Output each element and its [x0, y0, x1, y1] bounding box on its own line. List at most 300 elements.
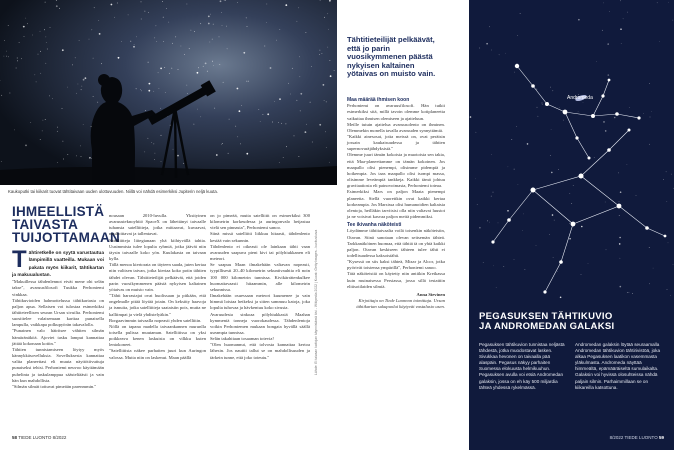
sky-star	[207, 71, 208, 72]
sky-star	[173, 149, 174, 150]
sky-star	[67, 87, 68, 88]
background-star	[670, 295, 671, 296]
sky-star	[191, 30, 192, 31]
sky-star	[45, 63, 46, 64]
sky-star	[101, 63, 102, 64]
text-column-2	[109, 213, 206, 361]
sky-star	[184, 54, 185, 55]
sky-star	[91, 29, 92, 30]
background-star	[483, 262, 484, 263]
sky-star	[91, 158, 92, 159]
article-headline: IHMEELLISTÄ TAIVASTA TUIJOTTAMAAN	[12, 204, 120, 245]
text-column-3	[210, 213, 310, 361]
sky-star	[326, 147, 327, 148]
sky-star	[148, 90, 150, 92]
sky-star	[228, 153, 229, 154]
sky-star	[72, 65, 73, 66]
background-star	[552, 214, 554, 216]
folio-right	[610, 435, 664, 440]
background-star	[554, 220, 555, 221]
sky-star	[319, 54, 320, 55]
sky-star	[25, 145, 27, 147]
sky-star	[145, 110, 146, 111]
background-star	[602, 30, 603, 31]
sky-star	[34, 74, 35, 75]
page-number: 59	[658, 435, 664, 440]
sky-star	[19, 42, 20, 43]
sky-star	[154, 159, 155, 160]
sky-star	[241, 105, 242, 106]
background-star	[487, 221, 488, 222]
lead-paragraph: ähtiretkelle on syytä varustautua lämpimillä vaatteilla. Mukaan voi pakata myös kiikarit, tähtikartan ja makuualustan.	[12, 251, 104, 278]
sky-star	[83, 124, 84, 125]
sky-star	[178, 69, 179, 70]
panel-title: PEGASUKSEN TÄHTIKUVIO JA ANDROMEDAN GALAKSI	[479, 311, 615, 333]
sky-star	[168, 22, 169, 23]
sky-star	[56, 0, 57, 1]
sky-star	[297, 21, 298, 22]
sky-star	[283, 157, 284, 158]
sky-star	[42, 131, 43, 132]
sky-star	[247, 26, 248, 27]
paragraph: Tähtien tunnistamiseen löytyy myös kännykkäsovelluksia. Sovelluksesta kannattaa valita planeettasi eli muuta näyttötiivuttuja punaiseksi tehisi. Perhoniemi neuvoo käyttämään puhelinta ja taskulamppua säästeliäästi ja vain hän kun mahdollista.	[12, 346, 104, 383]
sky-star	[114, 17, 115, 18]
background-star	[496, 287, 497, 288]
sky-star	[151, 142, 152, 143]
sky-star	[328, 29, 329, 30]
background-star	[657, 2, 658, 3]
sky-star	[239, 110, 241, 112]
pull-quote: Tähtitieteilijät pelkäävät, että jo parin vuosikymmenen päästä nykyisen kaltainen yötaivas on muisto vain.	[347, 35, 436, 79]
sky-star	[8, 25, 9, 26]
background-star	[551, 172, 553, 174]
sky-star	[240, 144, 241, 145]
background-star	[557, 271, 558, 272]
sky-star	[326, 102, 327, 103]
sky-star	[194, 124, 195, 125]
sky-star	[237, 2, 238, 3]
background-star	[629, 292, 630, 293]
sky-star	[80, 146, 81, 147]
sky-star	[6, 51, 7, 52]
sky-star	[221, 144, 222, 145]
sky-star	[208, 16, 210, 18]
background-star	[668, 242, 669, 243]
background-star	[651, 111, 652, 112]
background-star	[619, 243, 621, 245]
sky-star	[118, 57, 120, 59]
background-star	[620, 286, 622, 288]
sky-star	[306, 124, 307, 125]
sky-star	[45, 37, 46, 38]
sky-star	[25, 18, 26, 19]
background-star	[479, 227, 481, 229]
background-star	[522, 230, 523, 231]
background-star	[606, 249, 607, 250]
sky-star	[141, 2, 142, 3]
paragraph: Olemme juuri tämän kokoisia ja muotoisia sen takia, että Maa-planeettamme on tämän kokoinen. Jos maapallo olisi pienempi, olisimme pidempiä ja hoikempia. Jos taas maapallo olisi isompi massa, olisimme leveämpiä tankkeja. Kaikki tämä johtuu gravitaatiosta eli painovoimasta, Perhoniemi toteaa.	[347, 152, 445, 189]
sky-star	[148, 12, 149, 13]
background-star	[605, 202, 606, 203]
paragraph: Ilmakehään osuessaan meteori kuumenee ja vain himmä loistaa hetkeksi ja sitten sammuu katoja, joka lopulta tuhovaa ja hävkentuu koko sivusta.	[210, 293, 310, 311]
paragraph: Tällä menoa kiertorata on täyteen saada, juten kertaa niin valitsen taivan, jotka kiertaa koko potin tähtien tähdet olevan. Tähtitieteilijät pelkäävät, että joiden parin vuosikymmenen päästä nykyisen kaltainen yötaivas on muisto vain.	[109, 262, 206, 292]
sky-star	[323, 84, 325, 86]
background-star	[588, 263, 589, 264]
sky-star	[197, 109, 198, 110]
background-star	[550, 155, 551, 156]
background-star	[666, 171, 667, 172]
sky-star	[98, 20, 99, 21]
background-star	[514, 259, 515, 260]
background-star	[607, 43, 609, 45]
sky-star	[163, 17, 164, 18]
background-star	[581, 274, 582, 275]
panel-text-1: Pegasuksen tähtikuvion tunnistaa neljästä tähdestä, jotka muodostavat lasken. Sivukkaa hevonen on taivaalla pää alaspäin. Pegasus näkyy parhaiten Suomessa elokuusta helmikuuhun. Pegasuksen avulla voi etsiä Andromedan galaksin, jossa on eh käy 500 miljardia tähteä yhdessä rykelmässä.	[479, 342, 565, 390]
sky-star	[279, 29, 280, 30]
paragraph: "Makuillessa tähdenlennot eivät mene ohi selän takse", avaruusfilosofi Tuukka Perhoniemi vinkkaa.	[12, 279, 104, 297]
background-star	[505, 53, 506, 54]
background-star	[477, 204, 478, 205]
sky-star	[278, 122, 279, 123]
sky-star	[93, 96, 94, 97]
paragraph: "Silmän silmät tottuvat pimeään parenmmin."	[12, 383, 97, 389]
sky-star	[136, 36, 137, 37]
sky-star	[62, 49, 64, 51]
sky-star	[281, 123, 282, 124]
background-star	[578, 111, 579, 112]
background-star	[470, 116, 472, 118]
sky-star	[258, 109, 259, 110]
background-star	[649, 283, 650, 284]
sky-star	[63, 141, 64, 142]
sky-star	[76, 93, 77, 94]
sky-star	[197, 72, 199, 74]
sky-star	[213, 65, 214, 66]
sky-star	[222, 143, 223, 144]
sky-star	[156, 25, 157, 26]
sky-star	[208, 23, 210, 25]
sky-star	[237, 136, 238, 137]
background-star	[550, 87, 551, 88]
background-star	[649, 83, 650, 84]
sky-star	[153, 144, 154, 145]
sky-star	[165, 92, 166, 93]
sky-star	[78, 84, 79, 85]
sky-star	[205, 63, 207, 65]
background-star	[508, 166, 509, 167]
sky-star	[330, 75, 332, 77]
sky-star	[187, 93, 188, 94]
photo-credit-text: Lähde: Ei taivaan kattojan käynnistämä kivi - Wikipedia 2022 | Kuvat: Getty Images - kuvituskuva	[314, 229, 318, 375]
sky-star	[76, 156, 77, 157]
background-star	[620, 28, 622, 30]
background-star	[620, 0, 621, 1]
sky-star	[288, 83, 289, 84]
sky-star	[297, 100, 298, 101]
sky-star	[327, 47, 328, 48]
sky-star	[141, 19, 142, 20]
sky-star	[36, 82, 37, 83]
background-star	[553, 257, 554, 258]
sky-star	[266, 22, 267, 23]
sky-star	[67, 154, 68, 155]
sky-star	[212, 61, 213, 62]
background-star	[632, 293, 633, 294]
sky-star	[45, 2, 46, 3]
text-column-1	[12, 250, 104, 390]
sky-star	[299, 56, 300, 57]
background-star	[569, 238, 571, 240]
background-star	[559, 107, 560, 108]
paragraph: Tätä näköteistiä on käytetty niin antiikin Kreikassa kuin muinaisessa Persiassa, jossa sillä testattiin elitisotilaiden silmiä.	[347, 271, 445, 289]
background-star	[668, 2, 669, 3]
background-star	[571, 203, 572, 204]
sky-star	[93, 58, 94, 59]
background-star	[560, 297, 562, 299]
sky-star	[161, 135, 162, 136]
sky-star	[162, 1, 163, 2]
sky-star	[81, 89, 82, 90]
background-star	[650, 117, 651, 118]
sky-star	[299, 76, 300, 77]
sky-star	[16, 68, 17, 69]
sky-star	[17, 58, 18, 59]
page-number: 58	[12, 435, 18, 440]
folio-left	[12, 435, 66, 440]
sky-star	[334, 70, 335, 71]
sky-star	[279, 162, 280, 163]
sky-star	[130, 41, 131, 42]
sky-star	[175, 37, 176, 38]
sky-star	[310, 102, 311, 103]
sky-star	[189, 48, 190, 49]
sky-star	[81, 86, 82, 87]
magazine-name: 8/2022 TIEDE LUONTO	[609, 435, 658, 440]
background-star	[551, 129, 552, 130]
sky-star	[299, 156, 300, 157]
magazine-name: TIEDE LUONTO 8/2022	[18, 435, 67, 440]
background-star	[649, 144, 650, 145]
background-star	[563, 120, 564, 121]
sky-star	[235, 126, 236, 127]
sky-star	[216, 154, 218, 156]
author-signature: Anna Sievinen	[416, 291, 445, 297]
paragraph: "Satelliitista näkee parhaiten juuri kun Auringon valossa. Mutta niin on laskenut. Maan päällä	[109, 348, 206, 360]
sky-star	[169, 73, 170, 74]
stargazer-illustration	[0, 0, 337, 185]
sky-star	[274, 101, 275, 102]
sky-star	[62, 108, 63, 109]
sky-star	[266, 4, 267, 5]
sky-star	[24, 36, 25, 37]
background-star	[619, 237, 621, 239]
background-star	[623, 18, 624, 19]
sky-star	[83, 79, 85, 81]
paragraph: Selän takahitaan tosaaman totevia!	[210, 336, 274, 342]
panel-text-2: Andromedan galaksin löytää seuraamalla Andromedan tähtikuvion tähtirivistöä, joka alkaa Pegasuksen laatikon vasemmasta yläkulmasta. Andromeda näyttää himmeältä, epämääräiseltä sumulaikalta. Galaksin voi hyvissä olosuhteissa nähdä paljain silmin. Parhaimmillaan se on kiikareilla katsottuna.	[575, 342, 661, 390]
sky-star	[298, 7, 299, 8]
background-star	[673, 264, 674, 265]
sky-star	[94, 7, 95, 8]
sky-star	[330, 60, 331, 61]
sky-star	[4, 56, 5, 57]
sky-star	[148, 62, 149, 63]
sky-star	[14, 130, 15, 131]
sky-star	[97, 102, 98, 103]
background-star	[491, 50, 492, 51]
background-star	[603, 3, 604, 4]
sky-star	[324, 17, 325, 18]
background-star	[581, 226, 583, 228]
sky-star	[229, 119, 230, 120]
background-star	[621, 43, 622, 44]
background-star	[503, 266, 504, 267]
sky-star	[128, 15, 129, 16]
sky-star	[285, 4, 287, 6]
paragraph: "Tähti harrastajat ovat huolissaan ja pitkään, että ongelmalle pitää löytää jotain. On keksitty haavoja ja ismuita, jotka satelliitteja saataisiin pois, mutta ne kalliimpat ja vielä yhdistelyäkin."	[109, 293, 206, 317]
sky-star	[27, 23, 28, 24]
sky-star	[171, 68, 172, 69]
sky-star	[203, 66, 204, 67]
sky-star	[111, 4, 113, 6]
sky-star	[181, 46, 182, 47]
background-star	[499, 54, 500, 55]
background-star	[536, 245, 537, 246]
sky-star	[89, 157, 91, 159]
sky-star	[223, 82, 224, 83]
background-star	[527, 143, 529, 145]
paragraph: Löydämme tähtitaivaalta voilä toisenkin näköteistin, Otavan. Siinä sanotaan olevan seitsemän tähteä. Tarkkanäköinen huomaa, että tähtiä tä on yhtä kaikki paljon. Otavan keskiseen tähteen tulee tähti ei todellisuudessa kaksoistähti.	[347, 228, 445, 258]
paragraph: nousaan 2010-luvulla. Yksityinen avaruusteknoyhtiö SpaceX on lähettänyt taivaalle tuhansia satelliitteja, jotka mittaavat, kuvaavat, naulioittavat ja tallentavat.	[109, 213, 206, 237]
sky-star	[21, 58, 22, 59]
sky-star	[286, 146, 287, 147]
background-star	[653, 268, 654, 269]
photo-caption: Kaukoputki tai kiikarit tuovat tähtitaivaan uuden ulottuvuuden. Niillä voi nähdä esimerkiksi Jupiterin neljä kuuta.	[8, 189, 218, 194]
background-star	[520, 13, 521, 14]
sky-star	[172, 43, 173, 44]
sky-star	[6, 56, 7, 57]
background-star	[605, 130, 607, 132]
sky-star	[136, 88, 137, 89]
sky-star	[47, 49, 48, 50]
background-star	[596, 61, 597, 62]
sky-star	[306, 32, 307, 33]
sky-star	[154, 38, 155, 39]
background-star	[491, 196, 492, 197]
sky-star	[23, 26, 25, 28]
sky-star	[59, 8, 60, 9]
background-star	[489, 222, 490, 223]
background-star	[569, 223, 570, 224]
paragraph: "Kysessä on siis kaksi tähteä, Mizar ja Alcor, jotka pyörivät toistensa ympärillä", Perhoniemi sanoo.	[347, 259, 445, 271]
andromeda-label: Andromeda	[567, 95, 593, 101]
background-star	[479, 48, 480, 49]
background-star	[475, 178, 476, 179]
sky-star	[49, 96, 50, 97]
sky-star	[225, 0, 226, 1]
subheading: Maa määrää ihmisen koon	[347, 97, 410, 103]
sky-star	[200, 23, 201, 24]
drop-cap: T	[12, 250, 27, 273]
sky-star	[57, 162, 58, 163]
sky-star	[272, 122, 273, 123]
sky-star	[264, 46, 265, 47]
background-star	[514, 72, 515, 73]
sky-star	[286, 124, 287, 125]
sky-star	[221, 12, 222, 13]
background-star	[578, 19, 580, 21]
paragraph: Avaruudesta sinkoaa pölyhiukkasiä Maahan kymmeniä tonneja vuorokaudessa. Tähdenlentoja voikin Perhoniemen mukaan bongata hyvällä säällä useampia tunnissa.	[210, 311, 310, 335]
background-star	[507, 210, 509, 212]
sky-star	[177, 155, 179, 157]
paragraph: Meille tutuin ajattelua avaruusolento on ihminen. Olemmekin monella tavalla avaruuden synnyttämiä.	[347, 121, 445, 133]
sky-star	[246, 81, 247, 82]
background-star	[536, 89, 537, 90]
sky-star	[145, 11, 146, 12]
background-star	[649, 247, 650, 248]
sky-star	[1, 95, 2, 96]
sky-star	[141, 90, 142, 91]
background-star	[671, 174, 672, 175]
sky-star	[148, 138, 149, 139]
sky-star	[46, 42, 47, 43]
background-star	[498, 223, 499, 224]
sky-star	[219, 64, 220, 65]
right-page	[337, 0, 674, 450]
paragraph: on jo pimeää, mutta satelliitit on esimerkiksi 300 kilometrin korkeudessa ja auringonvalo heijastua vielä sen pinnasta", Perhoniemi sanoo.	[210, 213, 310, 231]
sky-star	[40, 51, 41, 52]
sky-star	[220, 0, 222, 2]
background-star	[583, 102, 584, 103]
sky-star	[144, 152, 145, 153]
background-star	[666, 201, 667, 202]
background-star	[491, 154, 492, 155]
background-star	[594, 157, 595, 158]
background-star	[618, 173, 619, 174]
sky-star	[163, 41, 164, 42]
background-star	[538, 116, 539, 117]
background-star	[493, 192, 494, 193]
background-star	[620, 258, 621, 259]
sky-star	[57, 131, 58, 132]
paragraph: Satelliitteja liitegianaan yhä kiihtyvällä tahtia. Uusimmista tulee lopulta ryhmiä, jotka jäävät niin täysin taivaalle koko yön. Kuulakasta on taivaan kylla.	[109, 237, 206, 262]
sky-star	[140, 89, 141, 90]
background-star	[511, 139, 512, 140]
sky-star	[322, 53, 323, 54]
paragraph: Esimerkiksi Mars on paljon Maata pienempi planeetta. Siellä vuorettkin ovat kaikki kertaa korkeampia. Jos Marsissa olisi humanoidien kaltaisia olentoja, heilläkin tarvitsisi olla niin valtavat luustot ja ne voisivat kasvaa paljon meitä pidemmiksi.	[347, 189, 445, 220]
sky-star	[198, 67, 199, 68]
sky-star	[324, 100, 325, 101]
sky-star	[166, 8, 167, 9]
sky-star	[79, 40, 80, 41]
constellation-panel	[469, 0, 674, 450]
sky-star	[40, 139, 41, 140]
sky-star	[99, 33, 101, 35]
sky-star	[294, 136, 295, 137]
sky-star	[213, 24, 214, 25]
sky-star	[209, 42, 210, 43]
sky-star	[50, 27, 51, 28]
background-star	[620, 191, 622, 193]
background-star	[489, 26, 490, 27]
background-star	[643, 113, 644, 114]
sky-star	[276, 40, 277, 41]
background-star	[573, 185, 574, 186]
sky-star	[1, 161, 2, 162]
sky-star	[44, 29, 45, 30]
sky-star	[237, 88, 239, 90]
sky-star	[161, 161, 162, 162]
